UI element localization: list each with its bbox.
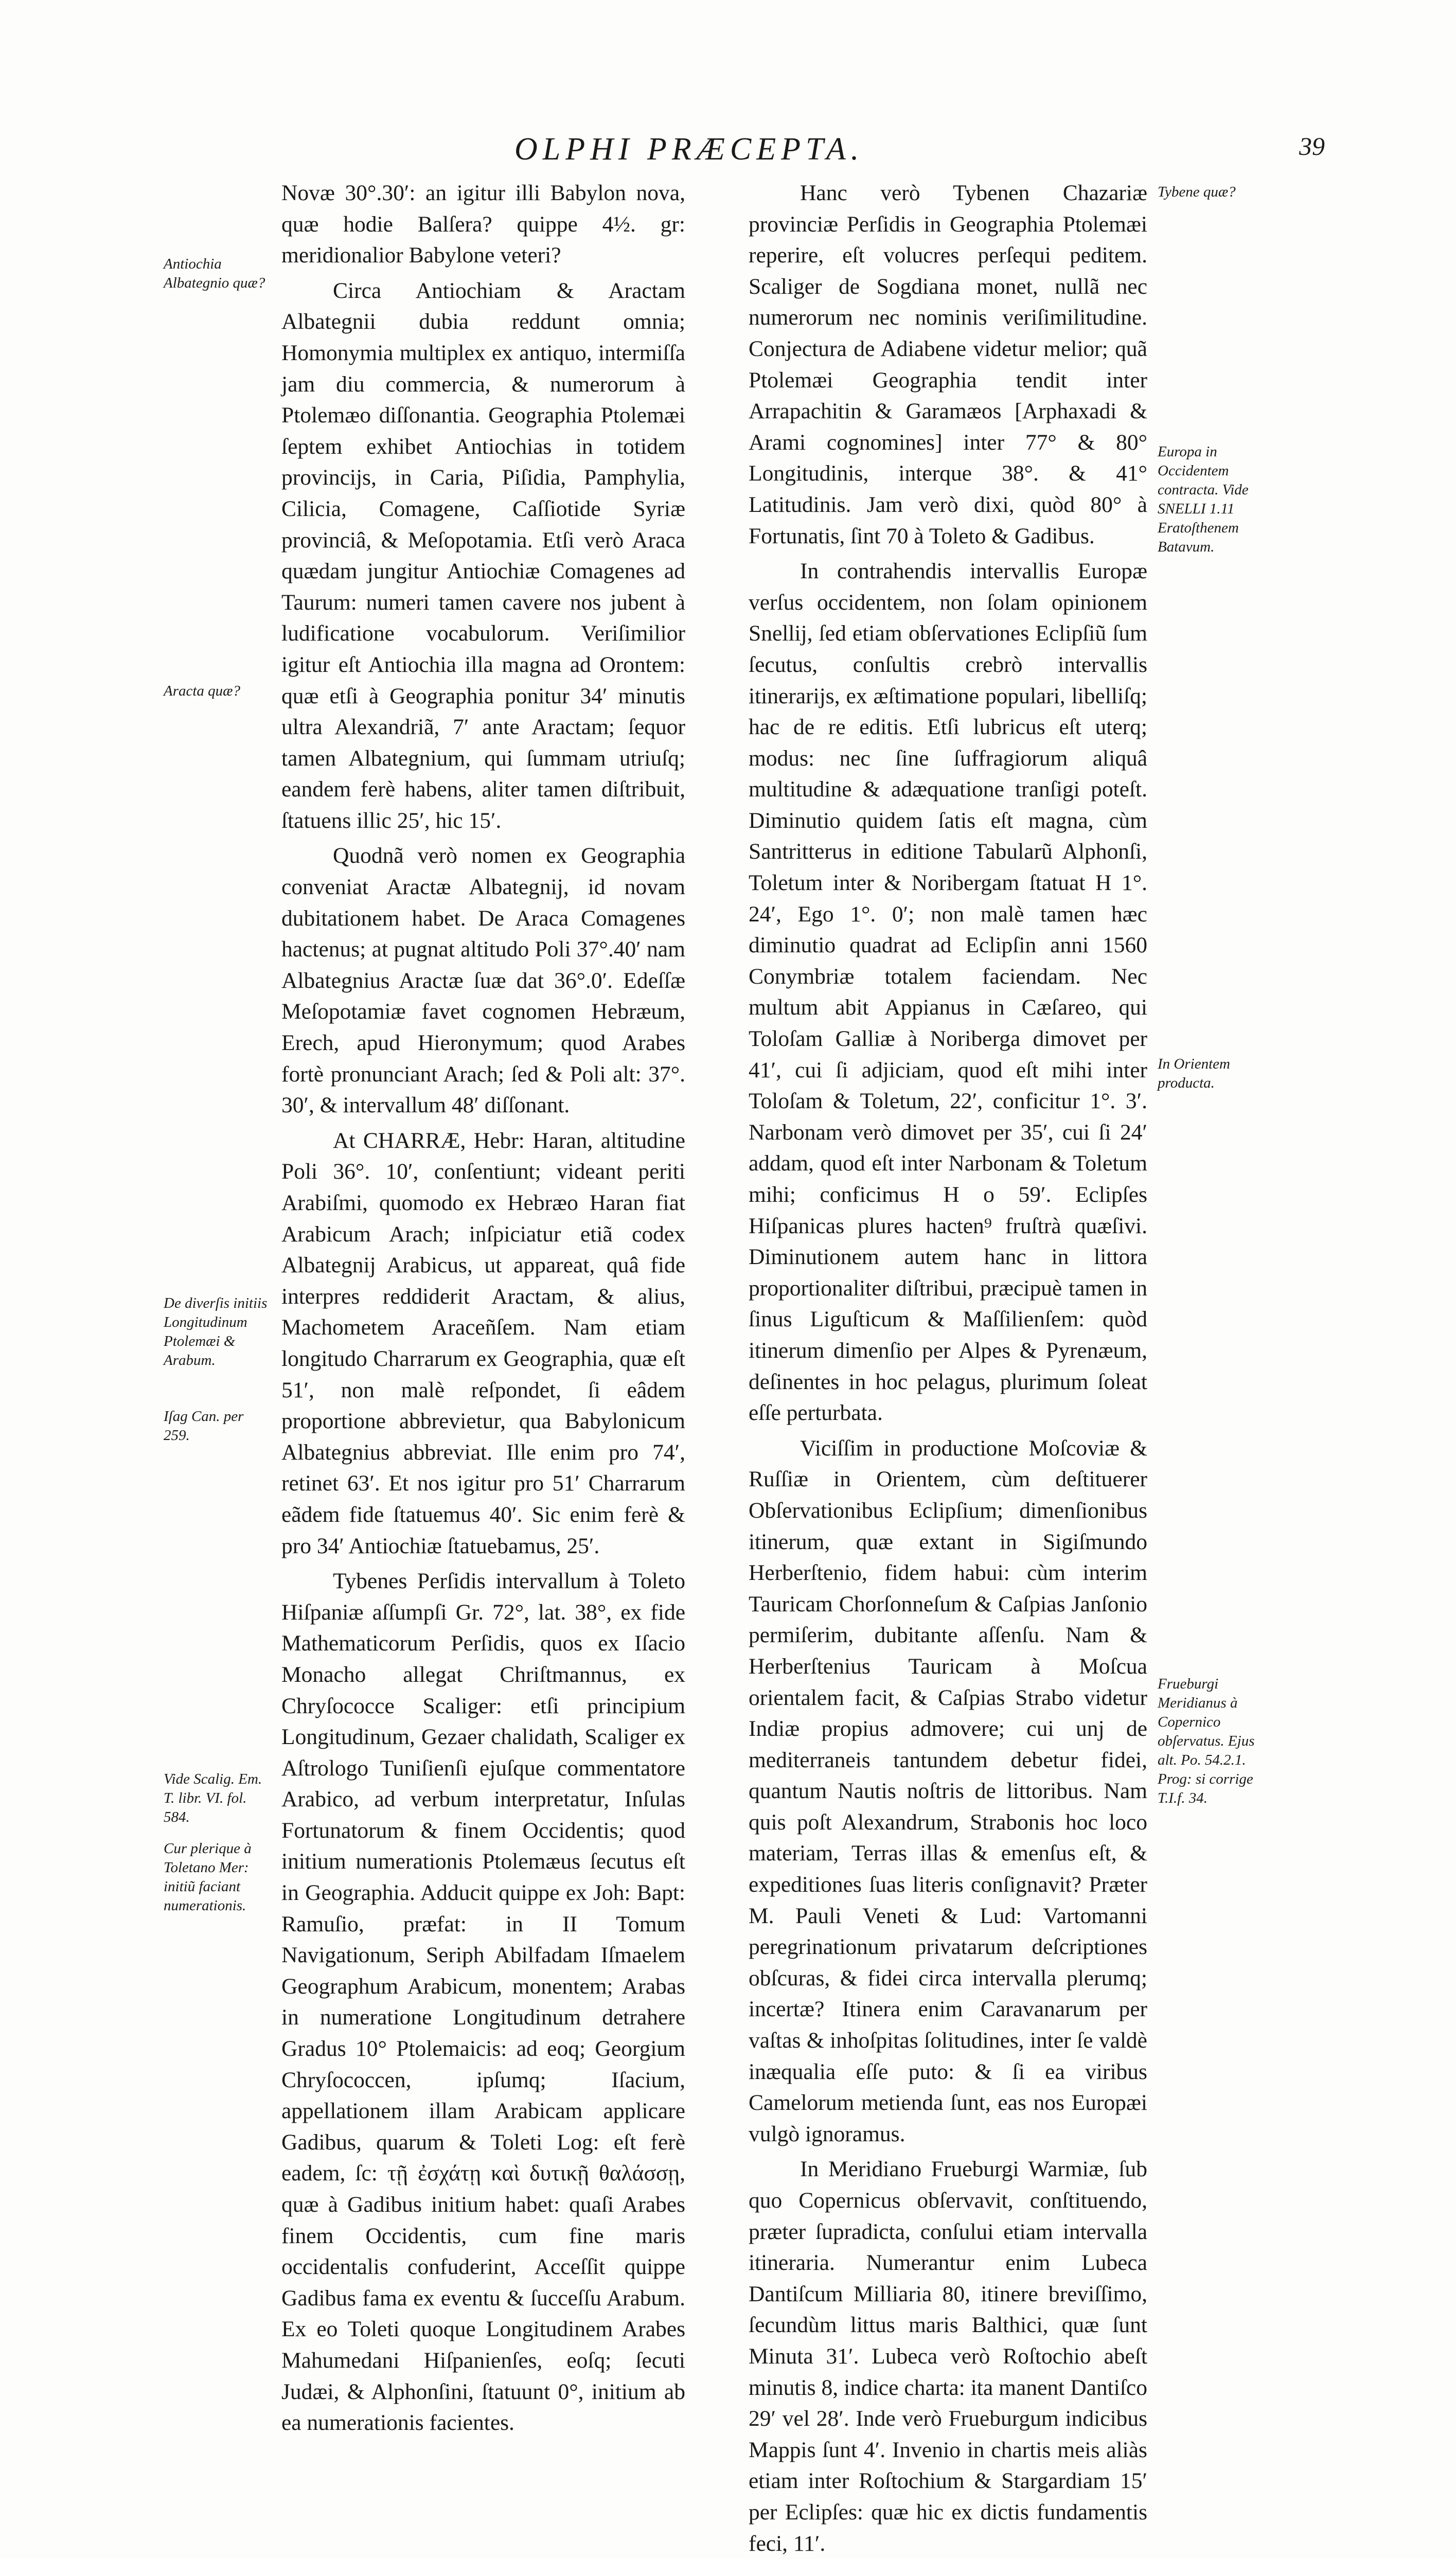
running-title: OLPHI PRÆCEPTA.: [514, 132, 864, 167]
left-paragraph-2: Circa Antiochiam & Aractam Albategnii dubia reddunt omnia; Homonymia multiplex ex antiquo, intermiſſa jam diu commercia, & numerorum à Ptolemæo diſſonantia. Geographia Ptolemæi ſeptem exhibet Antiochias in totidem provincijs, in Caria, Piſidia, Pamphylia, Cilicia, Comagene, Caſſiotide Syriæ provinciâ, & Meſopotamia. Etſi verò Araca quædam jungitur Antiochiæ Comagenes ad Taurum: numeri tamen cavere nos jubent à ludificatione vocabulorum. Veriſimilior igitur eſt Antiochia illa magna ad Orontem: quæ etſi à Geographia ponitur 34′ minutis ultra Alexandriã, 7′ ante Aractam; ſequor tamen Albategnium, qui ſummam utriuſq; eandem ferè habens, aliter tamen diſtribuit, ſtatuens illic 25′, hic 15′.: [281, 278, 685, 833]
left-paragraph-1: Novæ 30°.30′: an igitur illi Babylon nova, quæ hodie Balſera? quippe 4½. gr: meridionalior Babylone veteri?: [281, 181, 685, 268]
margin-note-frueburgi: Frueburgi Meridianus à Copernico obſervatus. Ejus alt. Po. 54.2.1. Prog: si corrige T.I.f. 34.: [1158, 1676, 1255, 1806]
margin-note-in-orientem: In Orientem producta.: [1158, 1056, 1230, 1091]
right-paragraph-1: Hanc verò Tybenen Chazariæ provinciæ Perſidis in Geographia Ptolemæi reperire, eſt volucres perſequi peditem. Scaliger de Sogdiana monet, nullã nec numerorum nec nominis veriſimilitudine. Conjectura de Adiabene videtur melior; quã Ptolemæi Geographia tendit inter Arrapachitin & Garamæos [Arphaxadi & Arami cognomines] inter 77° & 80° Longitudinis, interque 38°. & 41° Latitudinis. Jam verò dixi, quòd 80° à Fortunatis, ſint 70 à Toleto & Gadibus.: [749, 181, 1147, 548]
margin-note-cur-plerique: Cur plerique à Toletano Mer: initiũ faciant numerationis.: [164, 1840, 252, 1914]
left-column: [281, 177, 685, 2439]
right-column: [749, 177, 1147, 2559]
margin-note-europa: Europa in Occidentem contracta. Vide SNELLI 1.11 Eratoſthenem Batavum.: [1158, 443, 1249, 555]
left-paragraph-4: At CHARRÆ, Hebr: Haran, altitudine Poli 36°. 10′, conſentiunt; videant periti Arabiſmi, quomodo ex Hebræo Haran fiat Arabicum Arach; inſpiciatur etiã codex Albategnij Arabicus, ut appareat, quâ fide interpres reddiderit Aractam, & alius, Machometem Araceñſem. Nam etiam longitudo Charrarum ex Geographia, quæ eſt 51′, non malè reſpondet, ſi eâdem proportione abbrevietur, qua Babylonicum Albategnius abbreviat. Ille enim pro 74′, retinet 63′. Et nos igitur pro 51′ Charrarum eãdem fide ſtatuemus 40′. Sic enim ferè & pro 34′ Antiochiæ ſtatuebamus, 25′.: [281, 1128, 685, 1558]
left-paragraph-3: Quodnã verò nomen ex Geographia conveniat Aractæ Albategnij, id novam dubitationem habet. De Araca Comagenes hactenus; at pugnat altitudo Poli 37°.40′ nam Albategnius Aractæ ſuæ dat 36°.0′. Edeſſæ Meſopotamiæ favet cognomen Hebræum, Erech, apud Hieronymum; quod Arabes fortè pronunciant Arach; ſed & Poli alt: 37°. 30′, & intervallum 48′ diſſonant.: [281, 843, 685, 1118]
margin-note-vide-scalig: Vide Scalig. Em. T. libr. VI. fol. 584.: [164, 1771, 262, 1825]
left-paragraph-5: Tybenes Perſidis intervallum à Toleto Hiſpaniæ aſſumpſi Gr. 72°, lat. 38°, ex fide Mathematicorum Perſidis, quos ex Iſacio Monacho allegat Chriſtmannus, ex Chryſococce Scaliger: etſi principium Longitudinum, Gezaer chalidath, Scaliger ex Aſtrologo Tuniſienſi ejuſque commentatore Arabico, ad verbum interpretatur, Inſulas Fortunatorum & finem Occidentis; quod initium numerationis Ptolemæus ſecutus eſt in Geographia. Adducit quippe ex Joh: Bapt: Ramuſio, præfat: in II Tomum Navigationum, Seriph Abilfadam Iſmaelem Geographum Arabicum, monentem; Arabas in numeratione Longitudinum detrahere Gradus 10° Ptolemaicis: ad eoq; Georgium Chryſococcen, ipſumq; Iſacium, appellationem illam Arabicam applicare Gadibus, quarum & Toleti Log: eſt ferè eadem, ſc: τῇ ἐσχάτῃ καὶ δυτικῇ θαλάσσῃ, quæ à Gadibus initium habet: quaſi Arabes finem Occidentis, cum fine maris occidentalis confuderint, Acceſſit quippe Gadibus fama ex eventu & ſucceſſu Arabum. Ex eo Toleti quoque Longitudinem Arabes Mahumedani Hiſpanienſes, eoſq; ſecuti Judæi, & Alphonſini, ſtatuunt 0°, initium ab ea numerationis facientes.: [281, 1569, 685, 2436]
margin-note-isag: Iſag Can. per 259.: [164, 1408, 244, 1444]
page-header: [0, 131, 1456, 172]
margin-note-diversis-initiis: De diverſis initiis Longitudinum Ptolemæi & Arabum.: [164, 1295, 268, 1369]
right-paragraph-3: Viciſſim in productione Moſcoviæ & Ruſſiæ in Orientem, cùm deſtituerer Obſervationibus Eclipſium; dimenſionibus itinerum, quæ extant in Sigiſmundo Herberſtenio, fidem habui: cùm interim Tauricam Chorſonneſum & Caſpias Janſonio permiſerim, dubitante aſſenſu. Nam & Herberſtenius Tauricam à Moſcua orientalem facit, & Caſpias Strabo videtur Indiæ propius admovere; cui unj de mediterraneis tantundem debetur fidei, quantum Nautis noſtris de littoribus. Nam quis poſt Alexandrum, Strabonis hoc loco materiam, Terras illas & emenſus eſt, & expeditiones ſuas literis conſignavit? Præter M. Pauli Veneti & Lud: Vartomanni peregrinationum privatarum deſcriptiones obſcuras, & fidei circa intervalla plerumq; incertæ? Itinera enim Caravanarum per vaſtas & inhoſpitas ſolitudines, inter ſe valdè inæqualia eſſe puto: & ſi ea viribus Camelorum metienda ſunt, eas nos Europæi vulgò ignoramus.: [749, 1435, 1147, 2146]
margin-note-antiochia: Antiochia Albategnio quæ?: [164, 256, 265, 291]
right-paragraph-2: In contrahendis intervallis Europæ verſus occidentem, non ſolam opinionem Snellij, ſed etiam obſervationes Eclipſiũ ſum ſecutus, conſultis crebrò intervallis itinerarijs, ex æſtimatione populari, libelliſq; hac de re editis. Etſi lubricus eſt uterq; modus: nec ſine ſuffragiorum aliquâ multitudine & adæquatione tranſigi poteſt. Diminutio quidem ſatis eſt magna, cùm Santritterus in editione Tabularũ Alphonſi, Toletum inter & Noribergam ſtatuat H 1°. 24′, Ego 1°. 0′; non malè tamen hæc diminutio quadrat ad Eclipſin anni 1560 Conymbriæ totalem faciendam. Nec multum abit Appianus in Cæſareo, qui Toloſam Galliæ à Noriberga dimovet per 41′, cui ſi adjiciam, quod eſt mihi inter Toloſam & Toletum, 22′, conficitur 1°. 3′. Narbonam verò dimovet per 35′, cui ſi 24′ addam, quod eſt inter Narbonam & Toletum mihi; conficimus H o 59′. Eclipſes Hiſpanicas plures hacten⁹ fruſtrà quæſivi. Diminutionem autem hanc in littora proportionaliter diſtribui, præcipuè tamen in ſinus Liguſticum & Maſſilienſem: quòd itinerum dimenſio per Alpes & Pyrenæum, deſinentes in hoc pelagus, plurimum ſoleat eſſe perturbata.: [749, 559, 1147, 1426]
margin-note-tybene: Tybene quæ?: [1158, 184, 1236, 200]
page-number: 39: [1299, 132, 1325, 161]
margin-note-aracta: Aracta quæ?: [164, 683, 241, 699]
right-paragraph-4: In Meridiano Frueburgi Warmiæ, ſub quo Copernicus obſervavit, conſtituendo, præter ſupradicta, conſului etiam intervalla itineraria. Numerantur enim Lubeca Dantiſcum Milliaria 80, itinere breviſſimo, ſecundùm littus maris Balthici, quæ ſunt Minuta 31′. Lubeca verò Roſtochio abeſt minutis 8, indice charta: ita manent Dantiſco 29′ vel 28′. Inde verò Frueburgum indicibus Mappis ſunt 4′. Invenio in chartis meis aliàs etiam inter Roſtochium & Stargardiam 15′ per Eclipſes: quæ hic ex dictis fundamentis feci, 11′.: [749, 2157, 1147, 2556]
